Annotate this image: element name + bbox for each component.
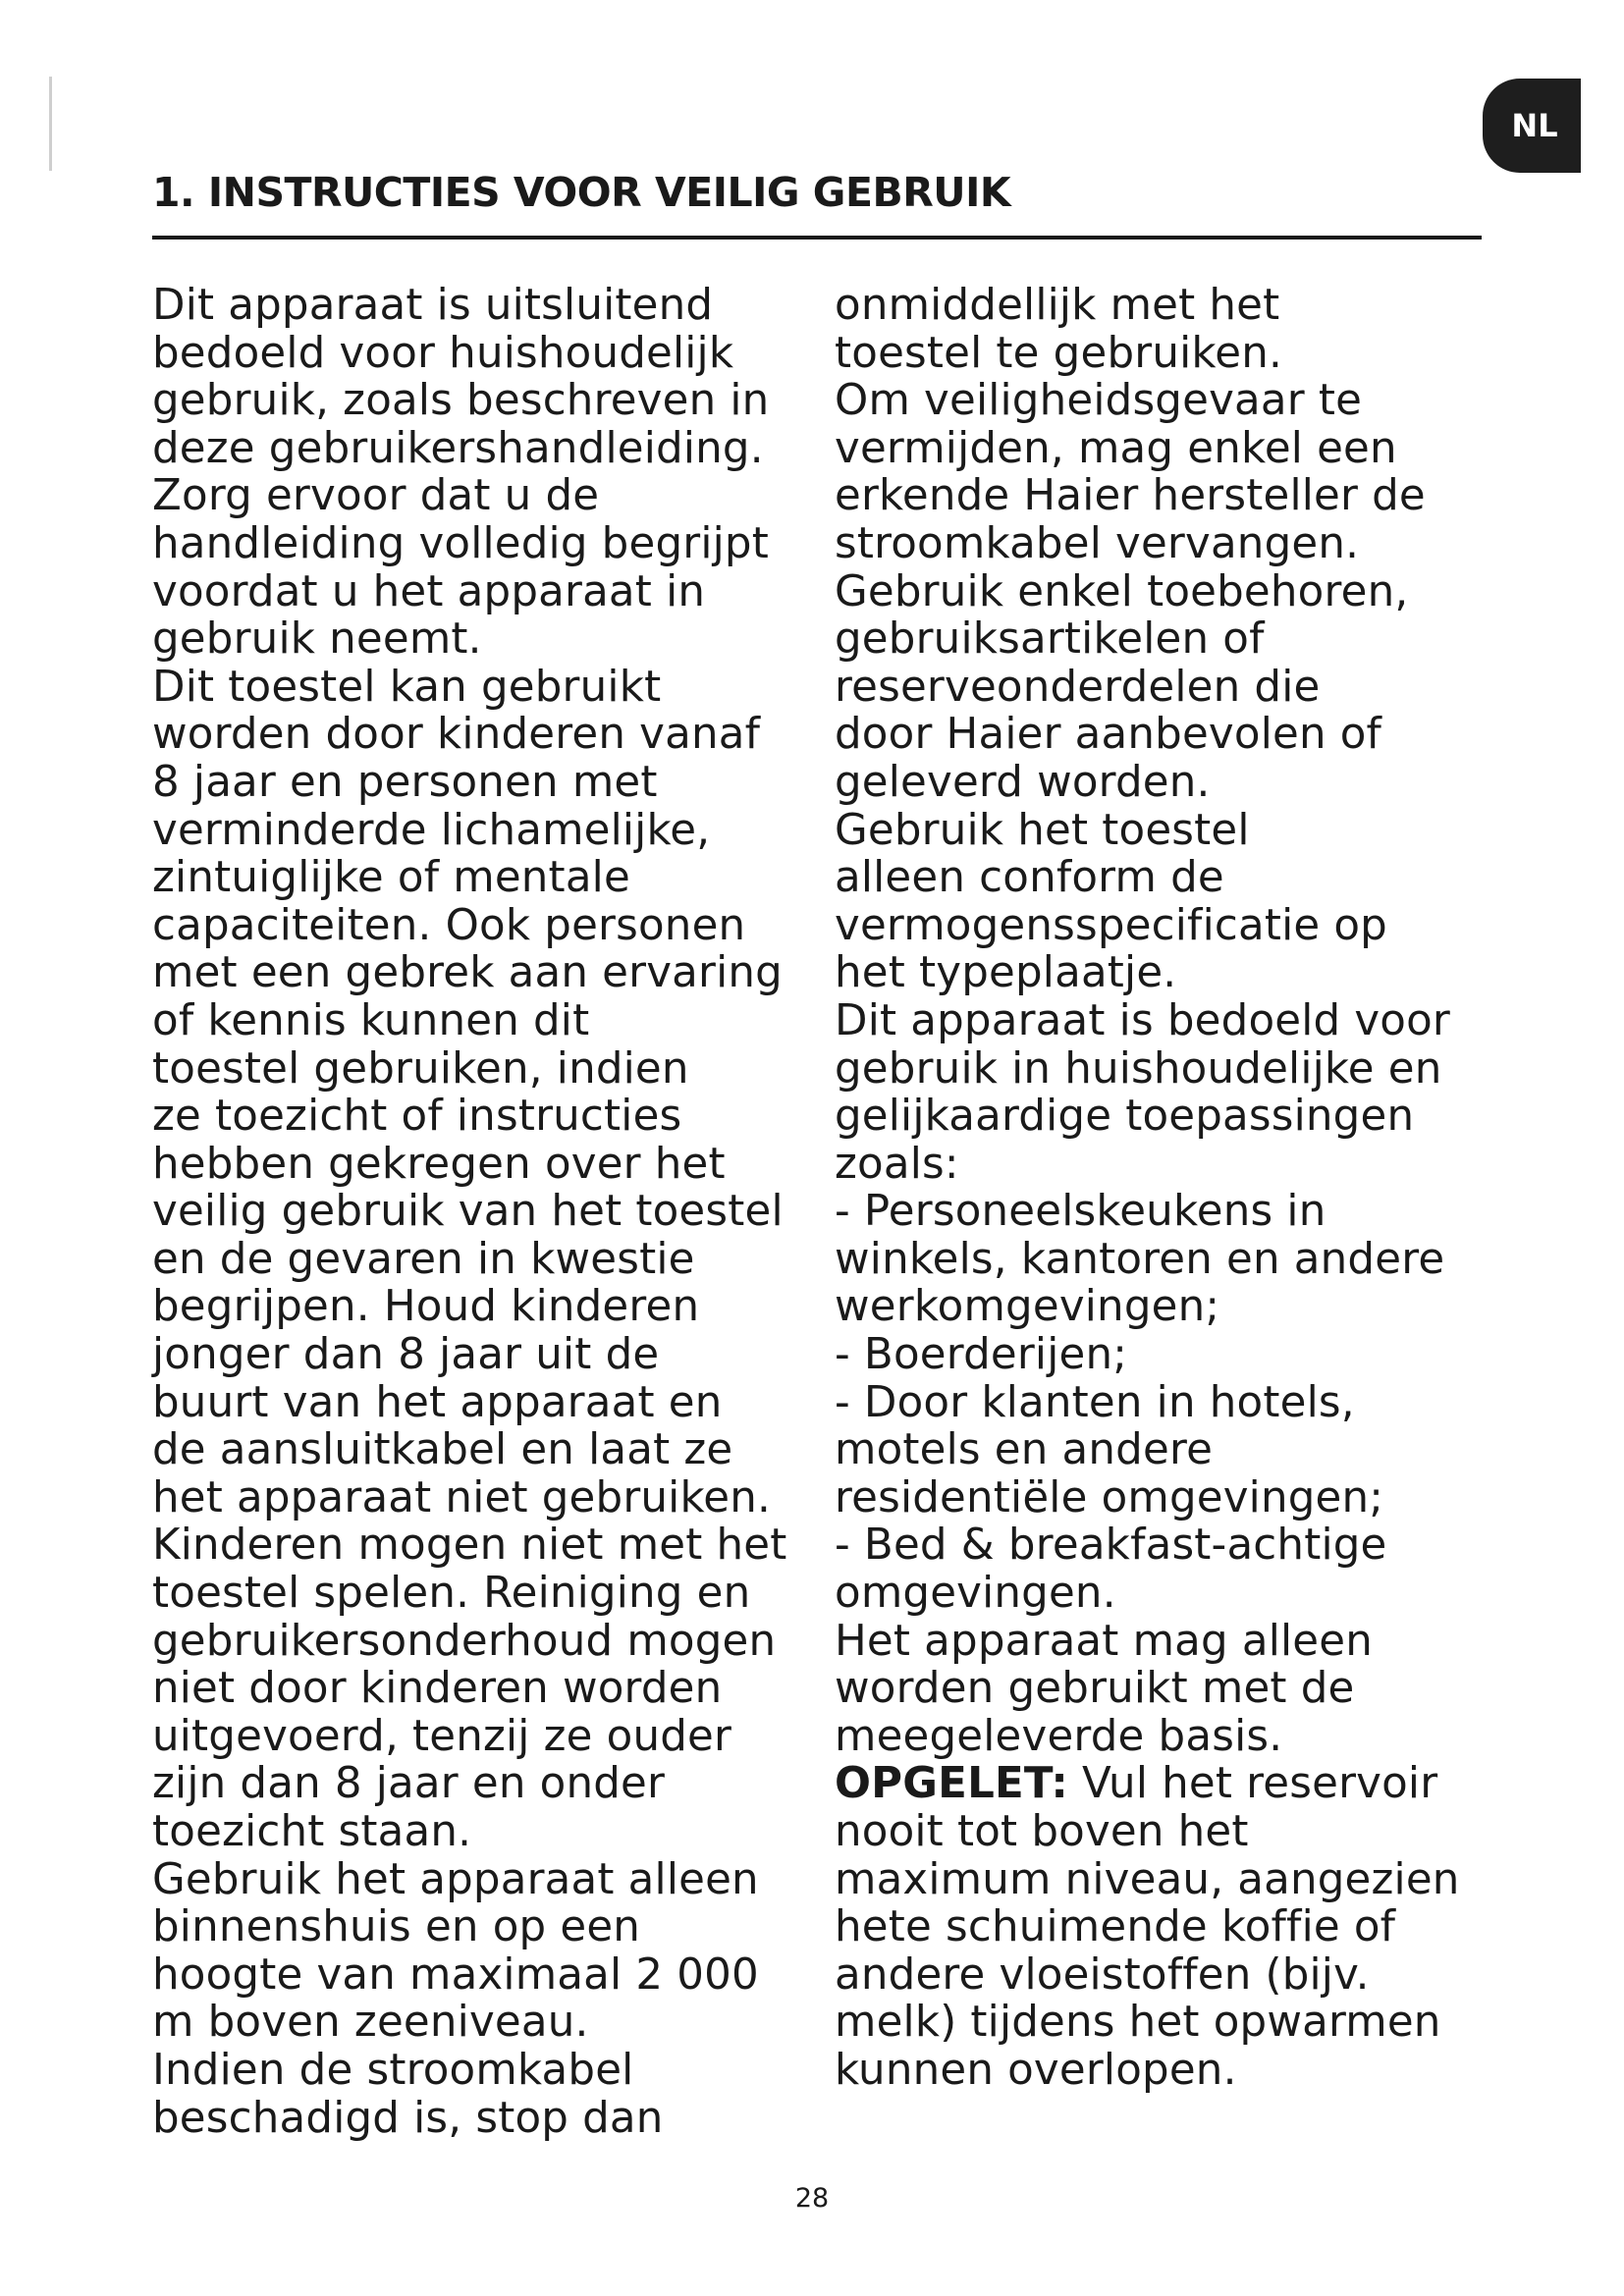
text-line: gebruiksartikelen of bbox=[835, 614, 1265, 665]
text-line: deze gebruikershandleiding. bbox=[152, 423, 764, 473]
text-line: verminderde lichamelijke, bbox=[152, 805, 711, 855]
text-line: gelijkaardige toepassingen bbox=[835, 1092, 1415, 1142]
text-line: hoogte van maximaal 2 000 bbox=[152, 1949, 759, 2000]
text-line: omgevingen. bbox=[835, 1569, 1116, 1619]
text-line: gebruikersonderhoud mogen bbox=[152, 1616, 777, 1666]
language-badge bbox=[1483, 79, 1581, 173]
left-column bbox=[152, 282, 830, 2142]
text-line: Dit apparaat is bedoeld voor bbox=[835, 995, 1451, 1045]
text-line: niet door kinderen worden bbox=[152, 1664, 723, 1714]
text-line: zijn dan 8 jaar en onder bbox=[152, 1759, 666, 1809]
text-line: zintuiglijke of mentale bbox=[152, 853, 630, 903]
text-line: toestel te gebruiken. bbox=[835, 328, 1283, 378]
text-line: werkomgevingen; bbox=[835, 1282, 1220, 1332]
text-line: hebben gekregen over het bbox=[152, 1139, 726, 1189]
text-line: jonger dan 8 jaar uit de bbox=[152, 1330, 660, 1380]
text-line: gebruik neemt. bbox=[152, 614, 482, 665]
text-line: gebruik, zoals beschreven in bbox=[152, 376, 770, 426]
text-line: begrijpen. Houd kinderen bbox=[152, 1282, 700, 1332]
text-line: beschadigd is, stop dan bbox=[152, 2093, 664, 2143]
text-line: of kennis kunnen dit bbox=[152, 995, 590, 1045]
text-line: onmiddellijk met het bbox=[835, 281, 1280, 330]
text-line: Kinderen mogen niet met het bbox=[152, 1521, 787, 1571]
text-line: gebruik in huishoudelijke en bbox=[835, 1043, 1442, 1094]
text-line: de aansluitkabel en laat ze bbox=[152, 1425, 733, 1475]
warning-label: OPGELET: bbox=[835, 1759, 1069, 1809]
text-line: het typeplaatje. bbox=[835, 948, 1177, 998]
text-line: worden door kinderen vanaf bbox=[152, 710, 761, 760]
text-line: Zorg ervoor dat u de bbox=[152, 471, 600, 521]
text-line: veilig gebruik van het toestel bbox=[152, 1187, 784, 1237]
text-line: reserveonderdelen die bbox=[835, 662, 1321, 712]
text-line: door Haier aanbevolen of bbox=[835, 710, 1382, 760]
text-line: vermijden, mag enkel een bbox=[835, 423, 1397, 473]
text-line: winkels, kantoren en andere bbox=[835, 1234, 1445, 1284]
text-line: maximum niveau, aangezien bbox=[835, 1854, 1460, 1904]
text-line: met een gebrek aan ervaring bbox=[152, 948, 783, 998]
language-badge-label: NL bbox=[1511, 107, 1558, 144]
text-line: motels en andere bbox=[835, 1425, 1214, 1475]
text-line: - Personeelskeukens in bbox=[835, 1187, 1326, 1237]
text-line: andere vloeistoffen (bijv. bbox=[835, 1949, 1370, 2000]
text-line: - Door klanten in hotels, bbox=[835, 1377, 1355, 1427]
right-column bbox=[835, 282, 1483, 2095]
text-line: Gebruik het apparaat alleen bbox=[152, 1854, 759, 1904]
text-line: melk) tijdens het opwarmen bbox=[835, 1998, 1441, 2048]
text-line: voordat u het apparaat in bbox=[152, 566, 706, 616]
text-line: toestel spelen. Reiniging en bbox=[152, 1569, 751, 1619]
text-line: nooit tot boven het bbox=[835, 1807, 1249, 1856]
text-line: zoals: bbox=[835, 1139, 959, 1189]
text-line: Gebruik het toestel bbox=[835, 805, 1250, 855]
warning-text: Vul het reservoir bbox=[1068, 1759, 1438, 1809]
text-line: m boven zeeniveau. bbox=[152, 1998, 589, 2048]
text-line: alleen conform de bbox=[835, 853, 1224, 903]
text-line: kunnen overlopen. bbox=[835, 2045, 1237, 2095]
text-line: hete schuimende koffie of bbox=[835, 1902, 1396, 1952]
text-line: toezicht staan. bbox=[152, 1807, 472, 1856]
text-line: uitgevoerd, tenzij ze ouder bbox=[152, 1711, 732, 1761]
text-line: Om veiligheidsgevaar te bbox=[835, 376, 1363, 426]
warning-first-line bbox=[835, 1760, 1483, 1808]
text-line: meegeleverde basis. bbox=[835, 1711, 1283, 1761]
text-line: Indien de stroomkabel bbox=[152, 2045, 634, 2095]
text-line: handleiding volledig begrijpt bbox=[152, 518, 769, 568]
text-line: het apparaat niet gebruiken. bbox=[152, 1472, 772, 1522]
section-title: 1. INSTRUCTIES VOOR VEILIG GEBRUIK bbox=[152, 169, 1011, 216]
text-line: buurt van het apparaat en bbox=[152, 1377, 723, 1427]
text-line: 8 jaar en personen met bbox=[152, 757, 658, 807]
text-line: toestel gebruiken, indien bbox=[152, 1043, 689, 1094]
text-line: worden gebruikt met de bbox=[835, 1664, 1355, 1714]
text-line: en de gevaren in kwestie bbox=[152, 1234, 695, 1284]
text-line: stroomkabel vervangen. bbox=[835, 518, 1360, 568]
text-line: binnenshuis en op een bbox=[152, 1902, 641, 1952]
text-line: vermogensspecificatie op bbox=[835, 900, 1387, 950]
text-line: - Bed & breakfast-achtige bbox=[835, 1521, 1387, 1571]
text-line: Dit apparaat is uitsluitend bbox=[152, 281, 714, 330]
text-line: Het apparaat mag alleen bbox=[835, 1616, 1373, 1666]
text-line: capaciteiten. Ook personen bbox=[152, 900, 746, 950]
text-line: geleverd worden. bbox=[835, 757, 1211, 807]
margin-mark bbox=[49, 77, 52, 171]
text-line: ze toezicht of instructies bbox=[152, 1092, 682, 1142]
title-divider bbox=[152, 236, 1482, 240]
text-line: bedoeld voor huishoudelijk bbox=[152, 328, 734, 378]
text-line: Dit toestel kan gebruikt bbox=[152, 662, 662, 712]
text-line: - Boerderijen; bbox=[835, 1330, 1128, 1380]
text-line: residentiële omgevingen; bbox=[835, 1472, 1384, 1522]
page-number: 28 bbox=[794, 2183, 830, 2214]
text-line: Gebruik enkel toebehoren, bbox=[835, 566, 1409, 616]
text-line: erkende Haier hersteller de bbox=[835, 471, 1426, 521]
